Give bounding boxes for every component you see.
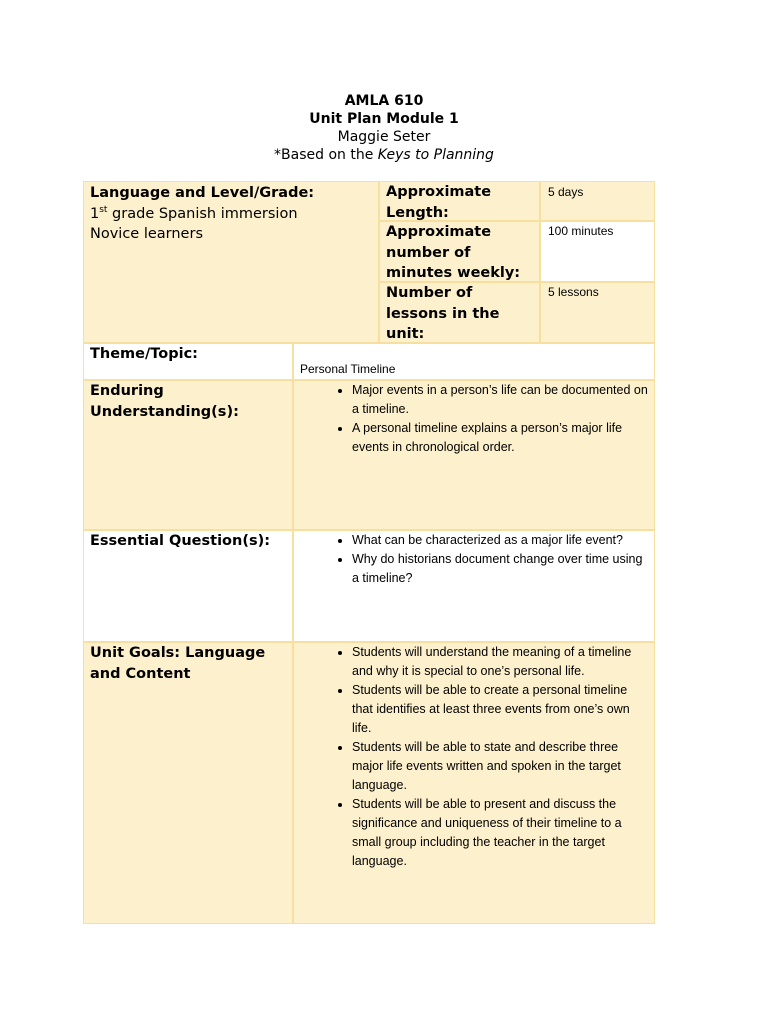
length-value-cell	[540, 181, 655, 221]
basis-title: Keys to Planning	[377, 147, 494, 163]
language-level-label: Language and Level/Grade:	[90, 185, 315, 201]
grade-description: grade Spanish immersion	[107, 205, 298, 222]
grade-text	[90, 204, 372, 225]
lessons-label: Number of lessons in the unit:	[386, 285, 500, 342]
goals-list	[300, 643, 648, 871]
goals-label: Unit Goals: Language and Content	[90, 645, 266, 682]
list-item: • Major events in a person’s life can be documented on a timeline.	[352, 381, 648, 419]
language-level-cell	[83, 181, 379, 343]
enduring-label-cell	[83, 380, 293, 530]
list-item: • A personal timeline explains a person’s major life events in chronological order.	[352, 419, 648, 457]
author-name: Maggie Seter	[337, 129, 431, 145]
lessons-label-cell	[379, 282, 540, 343]
basis-prefix: *Based on the	[274, 147, 378, 163]
grade-suffix: st	[99, 204, 108, 215]
length-value: 5 days	[548, 185, 584, 199]
list-item: • Why do historians document change over time using a timeline?	[352, 550, 648, 588]
enduring-label: Enduring Understanding(s):	[90, 383, 239, 420]
course-title: AMLA 610	[344, 93, 424, 109]
module-title: Unit Plan Module 1	[309, 111, 459, 127]
theme-value: Personal Timeline	[300, 362, 396, 376]
theme-label: Theme/Topic:	[90, 346, 198, 362]
length-label: Approximate Length:	[386, 184, 492, 221]
list-item: • What can be characterized as a major life event?	[352, 531, 648, 550]
list-item: • Students will be able to state and describe three major life events written and spoken in the target language.	[352, 738, 648, 795]
learners-text: Novice learners	[90, 226, 203, 242]
list-item: • Students will be able to present and discuss the significance and uniqueness of their timeline to a small group including the teacher in the target language.	[352, 795, 648, 871]
lessons-value: 5 lessons	[548, 285, 599, 299]
goals-content-cell	[293, 642, 655, 924]
grade-number: 1	[90, 205, 100, 222]
minutes-label-cell	[379, 221, 540, 282]
length-label-cell	[379, 181, 540, 221]
essential-label-cell	[83, 530, 293, 642]
lessons-value-cell	[540, 282, 655, 343]
minutes-value: 100 minutes	[548, 224, 614, 238]
goals-label-cell	[83, 642, 293, 924]
unit-plan-table	[83, 181, 655, 924]
minutes-value-cell	[540, 221, 655, 282]
essential-content-cell	[293, 530, 655, 642]
essential-list	[300, 531, 648, 588]
list-item: • Students will understand the meaning of a timeline and why it is special to one’s personal life.	[352, 643, 648, 681]
document-header	[0, 92, 768, 164]
essential-label: Essential Question(s):	[90, 533, 271, 549]
enduring-list	[300, 381, 648, 457]
minutes-label: Approximate number of minutes weekly:	[386, 224, 521, 281]
theme-value-cell	[293, 343, 655, 380]
basis-line	[0, 146, 768, 164]
enduring-content-cell	[293, 380, 655, 530]
theme-label-cell	[83, 343, 293, 380]
list-item: • Students will be able to create a personal timeline that identifies at least three events from one’s own life.	[352, 681, 648, 738]
